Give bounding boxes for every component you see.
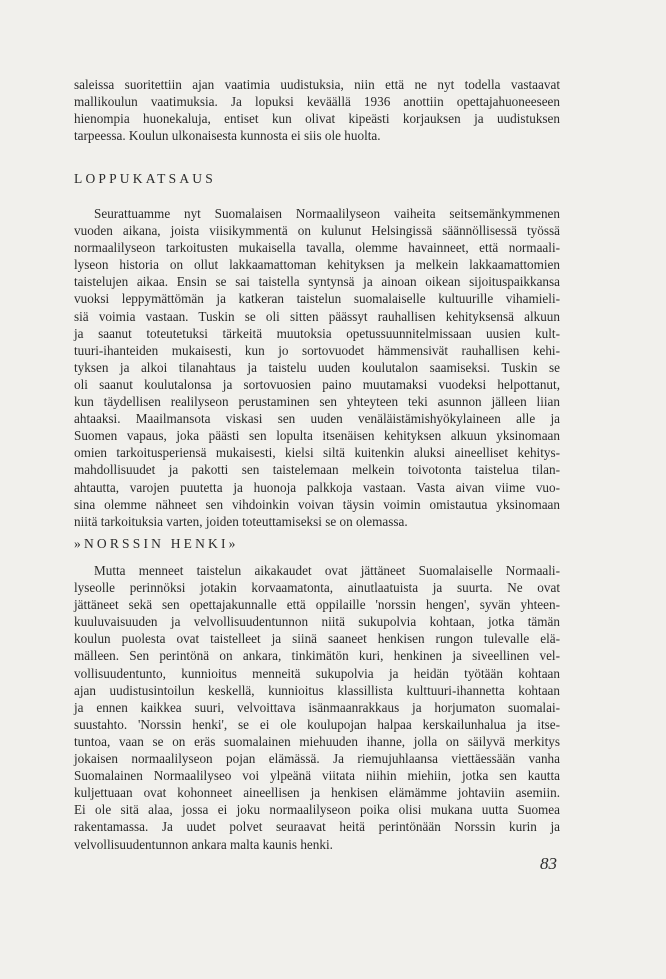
text-line: ahtaaksi. Maailmansota viskasi sen uuden venäläistämishyökylaineen alle ja (74, 411, 560, 427)
intro-paragraph (74, 76, 560, 144)
text-line: tarpeessa. Koulun ulkonaisesta kunnosta ei siis ole huolta. (74, 128, 381, 144)
text-line: vuoden aikana, joista viisikymmentä on kulunut Helsingissä säännöllisessä työssä (74, 223, 560, 239)
section-heading-loppukatsaus: LOPPUKATSAUS (74, 171, 216, 186)
text-line: saleissa suoritettiin ajan vaatimia uudistuksia, niin että ne nyt todella vastaavat (74, 77, 560, 92)
text-line: omien tarkoitusperiensä mukaisesti, kielsi siltä kuitenkin aluksi aineelliset kehitys- (74, 445, 560, 461)
loppukatsaus-paragraph (74, 205, 560, 530)
text-line: lyseon historia on ollut lakkaamattoman kehityksen ja melkein lakkaamattomien (74, 257, 560, 273)
text-line: mahdollisuudet ja pakotti sen taistelemaan melkein toivotonta taistelua tilan- (74, 462, 560, 478)
section-heading-norssin-henki: »NORSSIN HENKI» (74, 536, 239, 551)
text-line: Mutta menneet taistelun aikakaudet ovat jättäneet Suomalaiselle Normaali- (94, 563, 560, 578)
text-line: jokaisen normaalilyseon pojan elämässä. Ja riemujuhlaansa viettäessään vanha (74, 751, 560, 767)
text-line: Suomalainen Normaalilyseo voi ylpeänä viitata niihin miehiin, jotka sen kautta (74, 768, 560, 784)
text-line: Suomen vapaus, joka päästi sen lopulta itsenäisen kehityksen alkuun yksinomaan (74, 428, 560, 444)
text-line: tyksen ja alkoi tilanahtaus ja taistelu uuden koulutalon saamiseksi. Tuskin se (74, 359, 560, 375)
text-line: niitä tarkoituksia varten, joiden toteuttamiseksi se on olemassa. (74, 513, 408, 529)
text-line: ja ennen kaikkea suuri, velvoittava isänmaanrakkaus ja horjumaton suomalai- (74, 699, 560, 715)
text-line: vollisuudentunto, kunnioitus menneitä sukupolvia ja heidän työtään kohtaan (74, 665, 560, 681)
text-line: jättäneet sekä sen opettajakunnalle että oppilaille 'norssin hengen', syvän yhteen- (74, 597, 560, 613)
text-line: sina olemme nähneet sen vihdoinkin voivan täysin voimin omistautua yksinomaan (74, 496, 560, 512)
text-line: kuuluvaisuuden ja velvollisuudentunnon niitä sukupolvia kohtaan, jotka tämän (74, 614, 560, 630)
text-line: mälleen. Sen perintönä on ankara, tinkimätön kuri, henkinen ja siveellinen vel- (74, 648, 560, 664)
text-line: koulun puolesta ovat taistelleet ja siinä saaneet henkisen rungon tulevalle elä- (74, 631, 560, 647)
text-line: tuuri-ihanteiden mukaisesti, kun jo sortovuodet hämmensivät rauhallisen kehi- (74, 342, 560, 358)
text-line: tuntoa, vaan se on eräs suomalainen miehuuden ihanne, jolla on säilyvä merkitys (74, 733, 560, 749)
text-line: rakentamassa. Ja uudet polvet seuraavat heitä perintönään Norssin kurin ja (74, 819, 560, 835)
text-line: ja saanut toteutetuksi tärkeitä muutoksia opetussuunnitelmissaan uusien kult- (74, 325, 560, 341)
text-line: normaalilyseon tarkoitusten mukaisella tavalla, olemme havainneet, että normaali- (74, 240, 560, 256)
text-line: kun täydellisen realilyseon perustaminen sen yhteyteen teki asunnon jälleen liian (74, 394, 560, 410)
text-line: ajan uudistusintoilun keskellä, kunnioitus klassillista kulttuuri-ihannetta kohtaan (74, 682, 560, 698)
text-line: hienompia huonekaluja, entiset kun olivat kipeästi korjauksen ja uudistuksen (74, 111, 560, 127)
norssin-henki-paragraph (74, 562, 560, 853)
text-line: Ei ole sitä alaa, jossa ei joku normaalilyseon poika olisi mukana uutta Suomea (74, 802, 560, 818)
page-number: 83 (540, 854, 557, 873)
text-line: suustahto. 'Norssin henki', se ei ole koulupojan halpaa kerskailunhalua ja itse- (74, 716, 560, 732)
text-line: siä voimia vastaan. Tuskin se oli sitten päässyt rauhallisen kehityksensä alkuun (74, 308, 560, 324)
text-line: kuljettuaan ovat kohonneet aineellisen ja henkisen elämämme johtaviin asemiin. (74, 785, 560, 801)
text-line: ahtautta, varojen puutetta ja huonoja palkkoja vastaan. Vasta aivan viime vuo- (74, 479, 560, 495)
text-line: velvollisuudentunnon ankara malta kaunis henki. (74, 836, 333, 852)
text-line: lyseolle perinnöksi jotakin korvaamatonta, ainutlaatuista ja suurta. Ne ovat (74, 580, 560, 596)
text-line: mallikoulun vaatimuksia. Ja lopuksi keväällä 1936 anottiin opettajahuoneeseen (74, 94, 560, 110)
text-line: oli saanut koulutalonsa ja sortovuosien paino muutamaksi vuodeksi helpottanut, (74, 376, 560, 392)
text-line: vuoksi leppymättömän ja katkeran taistelun suomalaiselle kultuurille vihamieli- (74, 291, 560, 307)
text-line: Seurattuamme nyt Suomalaisen Normaalilyseon vaiheita seitsemänkymmenen (94, 206, 560, 221)
text-line: taistelujen aikaa. Ensin se sai taistella syntynsä ja ainoan oikean sijoituspaikkansa (74, 274, 560, 290)
